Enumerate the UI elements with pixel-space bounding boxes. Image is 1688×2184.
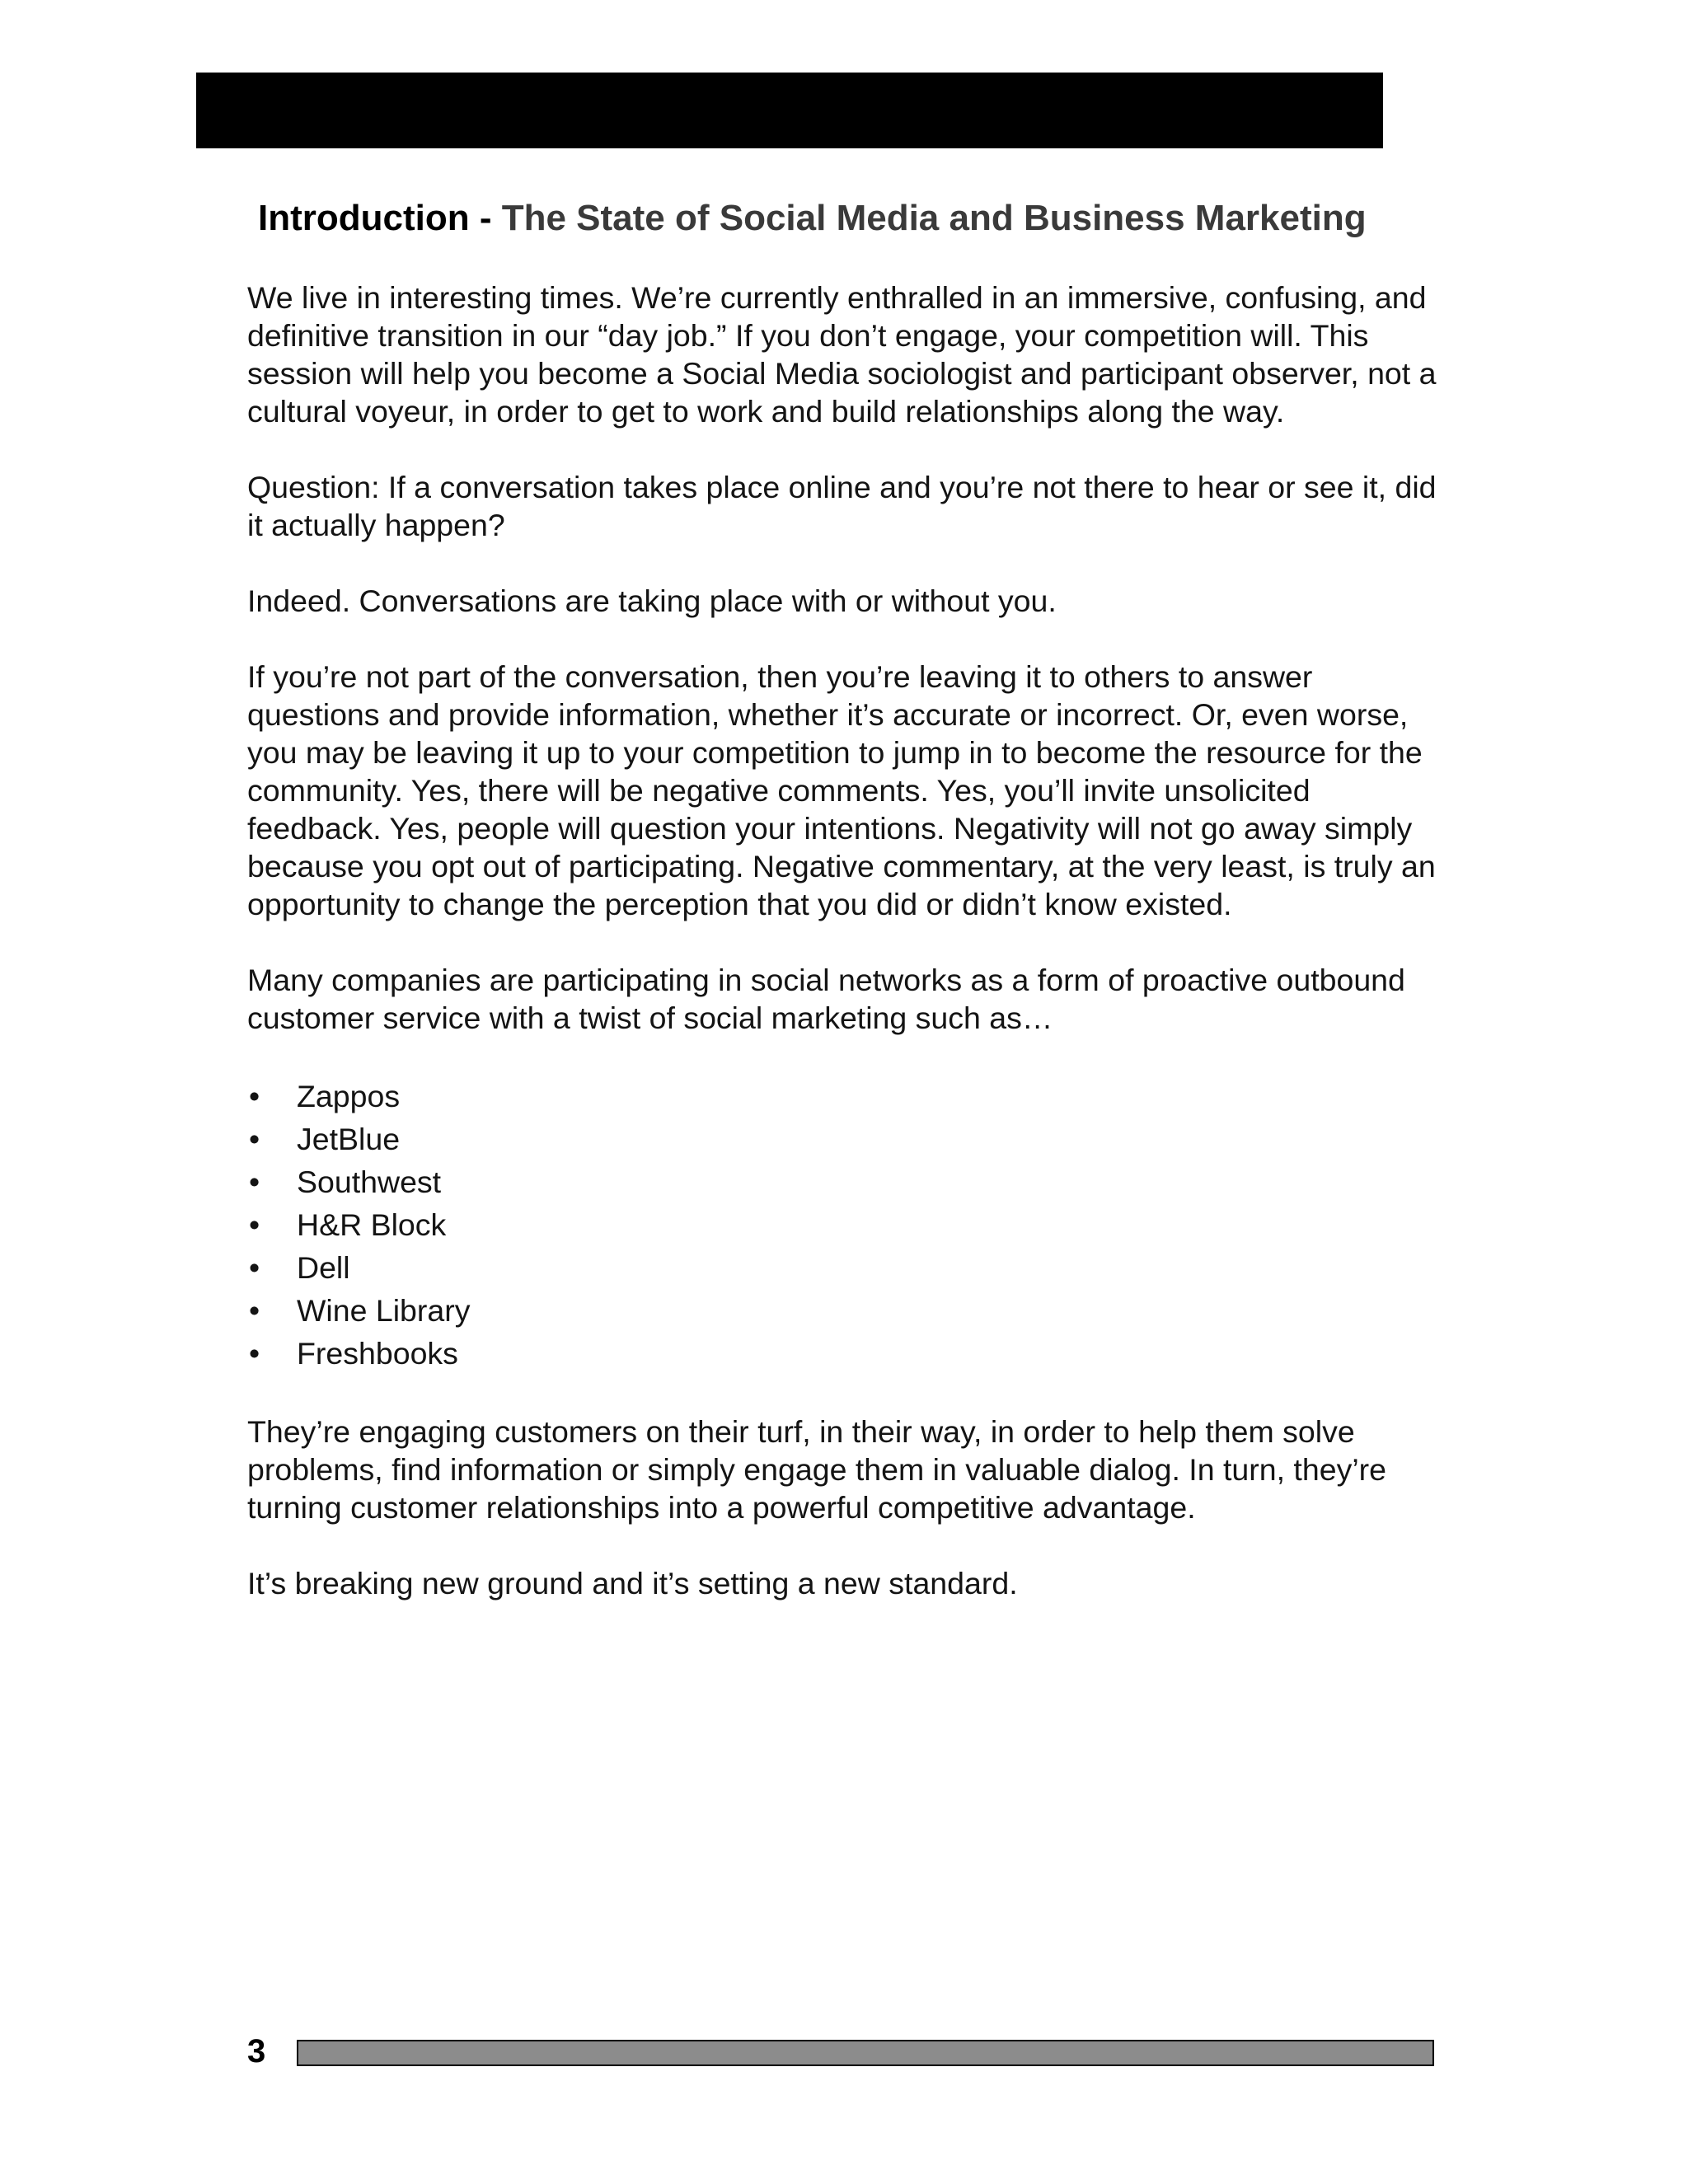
list-item — [247, 1160, 1451, 1203]
title-subtitle: The State of Social Media and Business Marketing — [501, 198, 1367, 238]
page-number: 3 — [247, 2033, 266, 2069]
bullet-icon: • — [249, 1207, 260, 1242]
paragraph-conversation: If you’re not part of the conversation, then you’re leaving it to others to answer questions and provide information, whether it’s accurate or incorrect. Or, even worse, you may be leaving it up to your competition to jump in to become the resource for the community. Yes, there will be negative comments. Yes, you’ll invite unsolicited feedback. Yes, people will question your intentions. Negativity will not go away simply because you opt out of participating. Negative commentary, at the very least, is truly an opportunity to change the perception that you did or didn’t know existed. — [247, 659, 1436, 921]
company-name: H&R Block — [297, 1207, 447, 1242]
title-lead: Introduction - — [258, 198, 502, 238]
paragraph-engaging: They’re engaging customers on their turf, in their way, in order to help them solve problems, find information or simply engage them in valuable dialog. In turn, they’re turning customer relationships into a powerful competitive advantage. — [247, 1414, 1386, 1525]
list-item — [247, 1246, 1451, 1289]
header-bar — [196, 73, 1383, 148]
list-item — [247, 1118, 1451, 1160]
paragraph-companies: Many companies are participating in social networks as a form of proactive outbound customer service with a twist of social marketing such as… — [247, 963, 1405, 1035]
paragraph-question: Question: If a conversation takes place online and you’re not there to hear or see it, did it actually happen? — [247, 470, 1437, 542]
company-name: JetBlue — [297, 1122, 401, 1156]
page-title — [258, 194, 1478, 242]
paragraph-new-ground: It’s breaking new ground and it’s setting a new standard. — [247, 1566, 1018, 1601]
company-name: Zappos — [297, 1079, 401, 1113]
company-name: Freshbooks — [297, 1336, 458, 1371]
company-list — [247, 1075, 1451, 1375]
paragraph-intro: We live in interesting times. We’re currently enthralled in an immersive, confusing, and definitive transition in our “day job.” If you don’t engage, your competition will. This session will help you become a Social Media sociologist and participant observer, not a cultural voyeur, in order to get to work and build relationships along the way. — [247, 280, 1437, 429]
bullet-icon: • — [249, 1165, 260, 1199]
paragraph-indeed: Indeed. Conversations are taking place with or without you. — [247, 583, 1057, 618]
company-name: Dell — [297, 1250, 350, 1285]
bullet-icon: • — [249, 1250, 260, 1285]
list-item — [247, 1203, 1451, 1246]
list-item — [247, 1289, 1451, 1332]
bullet-icon: • — [249, 1122, 260, 1156]
company-name: Southwest — [297, 1165, 442, 1199]
bullet-icon: • — [249, 1079, 260, 1113]
footer-bar — [297, 2040, 1434, 2066]
list-item — [247, 1075, 1451, 1118]
bullet-icon: • — [249, 1293, 260, 1328]
list-item — [247, 1332, 1451, 1375]
body-content — [247, 279, 1451, 1640]
company-name: Wine Library — [297, 1293, 471, 1328]
bullet-icon: • — [249, 1336, 260, 1371]
